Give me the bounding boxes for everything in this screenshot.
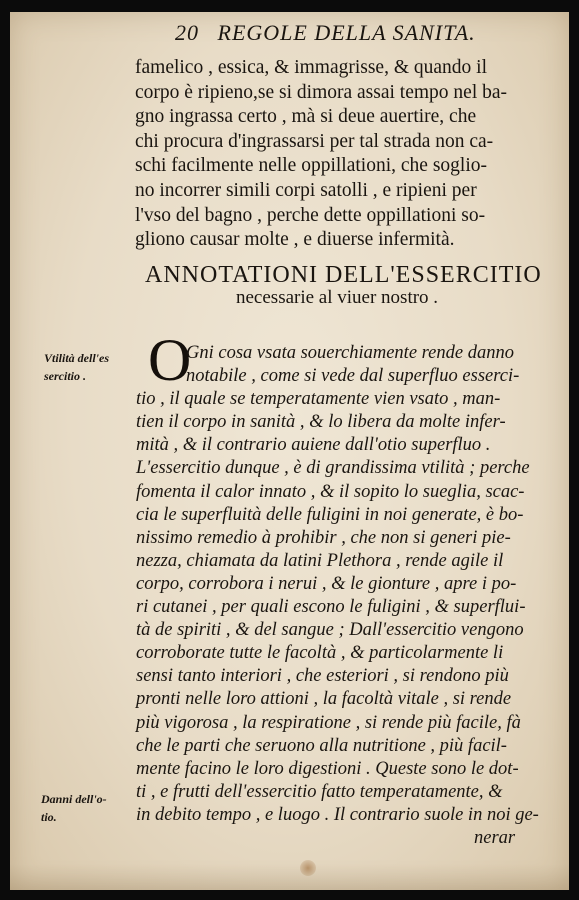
text-line: tio , il quale se temperatamente vien vsato , man-: [136, 389, 501, 410]
text-line: tà de spiriti , & del sangue ; Dall'essercitio vengono: [136, 620, 524, 641]
text-line: in debito tempo , e luogo . Il contrario suole in noi ge-: [136, 804, 539, 825]
text-line: corpo è ripieno,se si dimora assai tempo nel ba-: [135, 81, 508, 103]
text-line: pronti nelle loro attioni , la facoltà vitale , si rende: [136, 689, 512, 710]
text-line: schi facilmente nelle oppillationi, che soglio-: [135, 155, 487, 177]
margin-note-line: sercitio .: [44, 369, 86, 383]
text-line: no incorrer simili corpi satolli , e ripieni per: [135, 179, 477, 201]
text-line: ri cutanei , per quali escono le fuligini , & superflui-: [136, 597, 526, 618]
top-paragraph: [135, 56, 507, 253]
margin-note-line: Danni dell'o-: [41, 792, 107, 806]
text-line: che le parti che seruono alla nutritione , più facil-: [136, 735, 507, 756]
main-paragraph: [136, 342, 539, 850]
text-line: sensi tanto interiori , che esteriori , si rendono più: [136, 666, 509, 687]
page-header: [175, 20, 476, 46]
text-line: chi procura d'ingrassarsi per tal strada non ca-: [135, 130, 494, 152]
text-line: mente facino le loro digestioni . Queste sono le dot-: [136, 758, 519, 779]
margin-note-harm: [41, 790, 107, 826]
text-line: nissimo remedio à prohibir , che non si generi pie-: [136, 527, 511, 548]
text-line: corpo, corrobora i nerui , & le gionture , apre i po-: [136, 573, 517, 594]
text-line: l'vso del bagno , perche dette oppillationi so-: [135, 204, 486, 226]
text-line: famelico , essica, & immagrisse, & quando il: [135, 57, 487, 78]
text-line: nezza, chiamata da latini Plethora , rende agile il: [136, 550, 504, 571]
text-line: mità , & il contrario auiene dall'otio superfluo .: [136, 435, 491, 456]
text-line: fomenta il calor innato , & il sopito lo sueglia, scac-: [136, 481, 525, 502]
text-line: cia le superfluità delle fuligini in noi generate, è bo-: [136, 504, 524, 525]
text-line: Gni cosa vsata souerchiamente rende danno: [186, 343, 514, 363]
text-line: tien il corpo in sanità , & lo libera da molte infer-: [136, 412, 506, 433]
section-heading: ANNOTATIONI DELL'ESSERCITIO: [145, 262, 542, 288]
margin-note-utility: [44, 349, 109, 385]
text-line: gno ingrassa certo , mà si deue auertire, che: [135, 106, 477, 128]
text-line: L'essercitio dunque , è di grandissima vtilità ; perche: [136, 458, 530, 479]
page-number: 20: [175, 20, 199, 45]
margin-note-line: tio.: [41, 810, 57, 824]
text-line: più vigorosa , la respiratione , si rende più facile, fà: [136, 712, 521, 733]
drop-cap: O: [148, 327, 192, 393]
text-line: notabile , come si vede dal superfluo esserci-: [186, 366, 520, 387]
catchword: nerar: [474, 827, 516, 848]
section-subheading: necessarie al viuer nostro .: [236, 287, 439, 308]
paper-stain: [300, 860, 316, 876]
running-title: REGOLE DELLA SANITA.: [217, 20, 476, 45]
text-line: corroborate tutte le facoltà , & particolarmente li: [136, 643, 504, 664]
margin-note-line: Vtilità dell'es: [44, 351, 109, 365]
text-line: ti , e frutti dell'essercitio fatto temperatamente, &: [136, 781, 503, 802]
text-line: gliono causar molte , e diuerse infermità.: [135, 229, 455, 251]
